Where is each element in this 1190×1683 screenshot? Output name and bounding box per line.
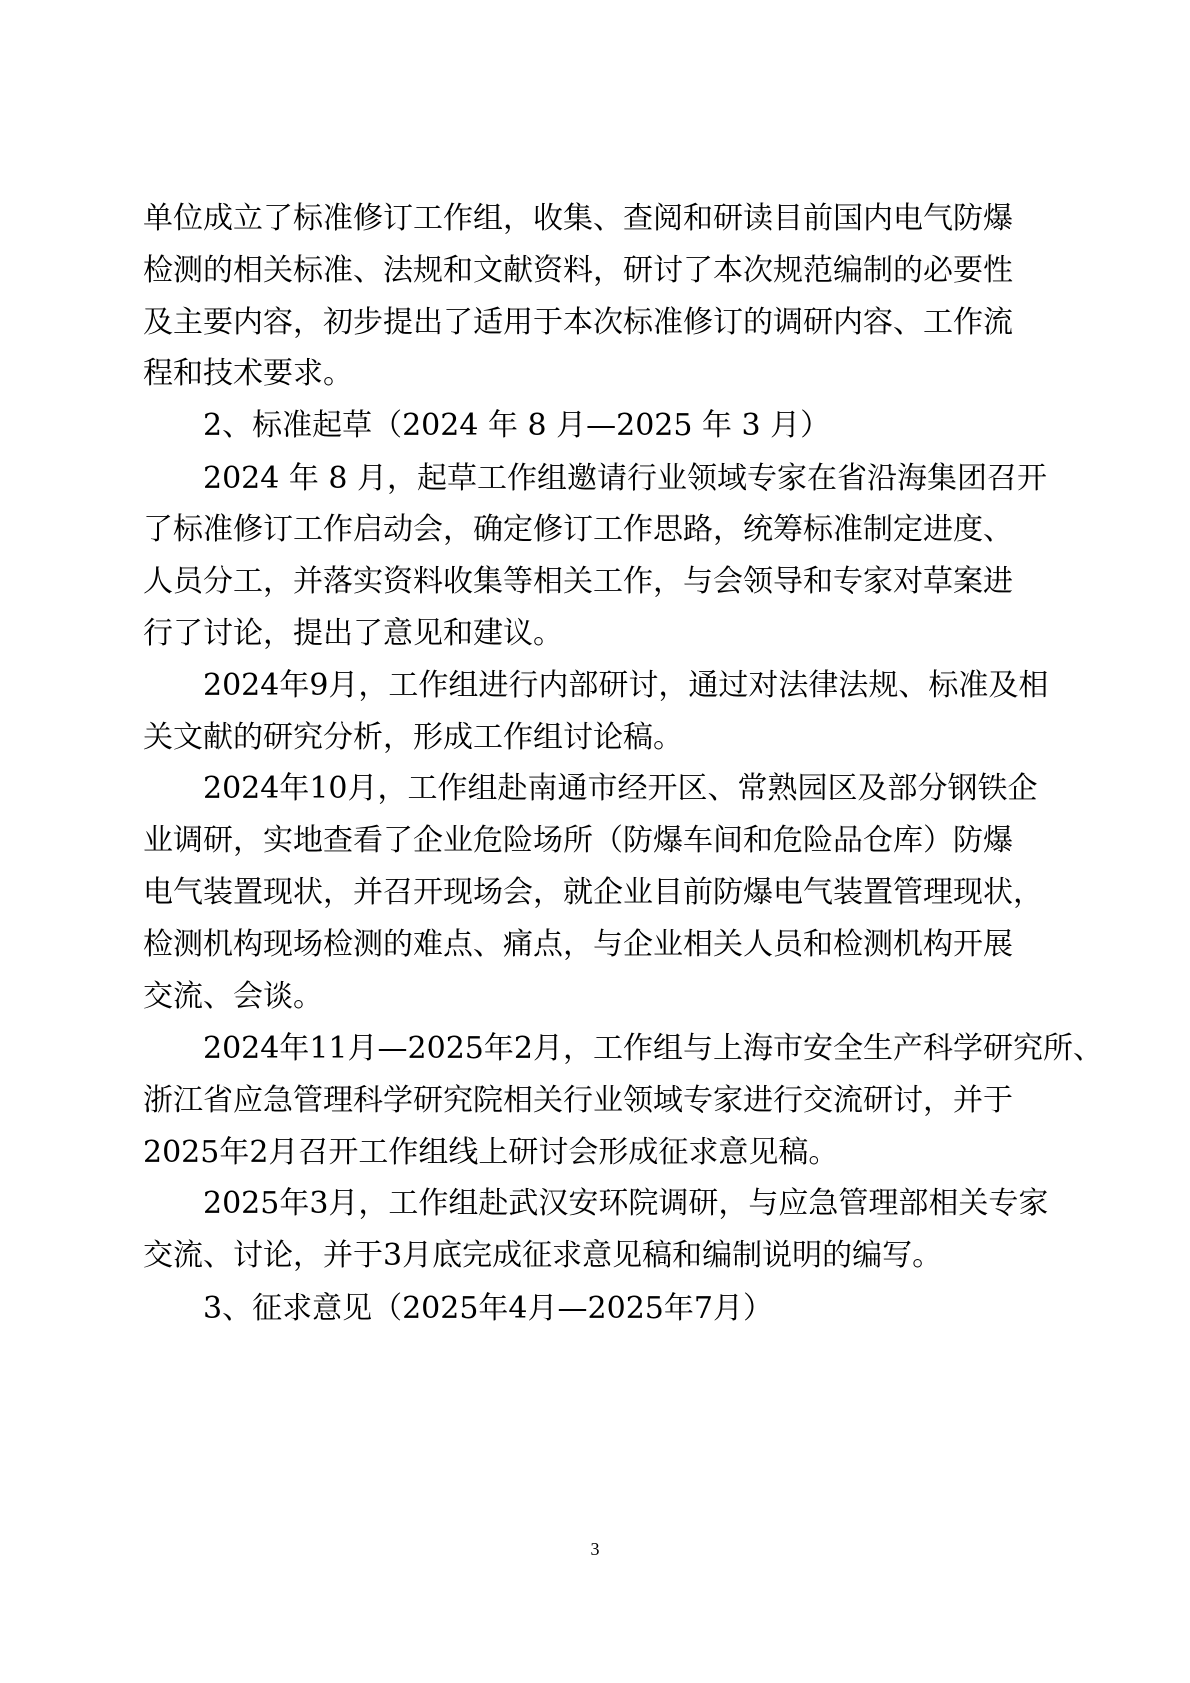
text-line-21: 交流、讨论，并于3月底完成征求意见稿和编制说明的编写。: [143, 1238, 943, 1273]
text-line-15: 检测机构现场检测的难点、痛点，与企业相关人员和检测机构开展: [143, 927, 1013, 962]
text-line-12: 2024年10月，工作组赴南通市经开区、常熟园区及部分钢铁企: [203, 771, 1038, 806]
text-line-8: 人员分工，并落实资料收集等相关工作，与会领导和专家对草案进: [143, 564, 1013, 599]
text-line-4: 程和技术要求。: [143, 356, 353, 391]
page-number: 3: [590, 1539, 600, 1559]
text-line-19: 2025年2月召开工作组线上研讨会形成征求意见稿。: [143, 1135, 839, 1170]
text-line-6: 2024 年 8 月，起草工作组邀请行业领域专家在省沿海集团召开: [203, 461, 1048, 496]
text-line-11: 关文献的研究分析，形成工作组讨论稿。: [143, 720, 683, 755]
text-line-14: 电气装置现状，并召开现场会，就企业目前防爆电气装置管理现状，: [143, 875, 1043, 910]
text-line-2: 检测的相关标准、法规和文献资料，研讨了本次规范编制的必要性: [143, 253, 1013, 288]
text-line-10: 2024年9月，工作组进行内部研讨，通过对法律法规、标准及相: [203, 668, 1049, 703]
section-heading-3: 3、征求意见（2025年4月—2025年7月）: [203, 1291, 773, 1326]
text-line-13: 业调研，实地查看了企业危险场所（防爆车间和危险品仓库）防爆: [143, 823, 1013, 858]
text-line-1: 单位成立了标准修订工作组，收集、查阅和研读目前国内电气防爆: [143, 201, 1013, 236]
text-line-18: 浙江省应急管理科学研究院相关行业领域专家进行交流研讨，并于: [143, 1083, 1013, 1118]
text-line-20: 2025年3月，工作组赴武汉安环院调研，与应急管理部相关专家: [203, 1186, 1049, 1221]
text-line-7: 了标准修订工作启动会，确定修订工作思路，统筹标准制定进度、: [143, 512, 1013, 547]
text-line-16: 交流、会谈。: [143, 979, 323, 1014]
section-heading-2: 2、标准起草（2024 年 8 月—2025 年 3 月）: [203, 408, 831, 443]
text-line-9: 行了讨论，提出了意见和建议。: [143, 616, 563, 651]
text-line-17: 2024年11月—2025年2月，工作组与上海市安全生产科学研究所、: [203, 1031, 1103, 1066]
text-line-3: 及主要内容，初步提出了适用于本次标准修订的调研内容、工作流: [143, 305, 1013, 340]
